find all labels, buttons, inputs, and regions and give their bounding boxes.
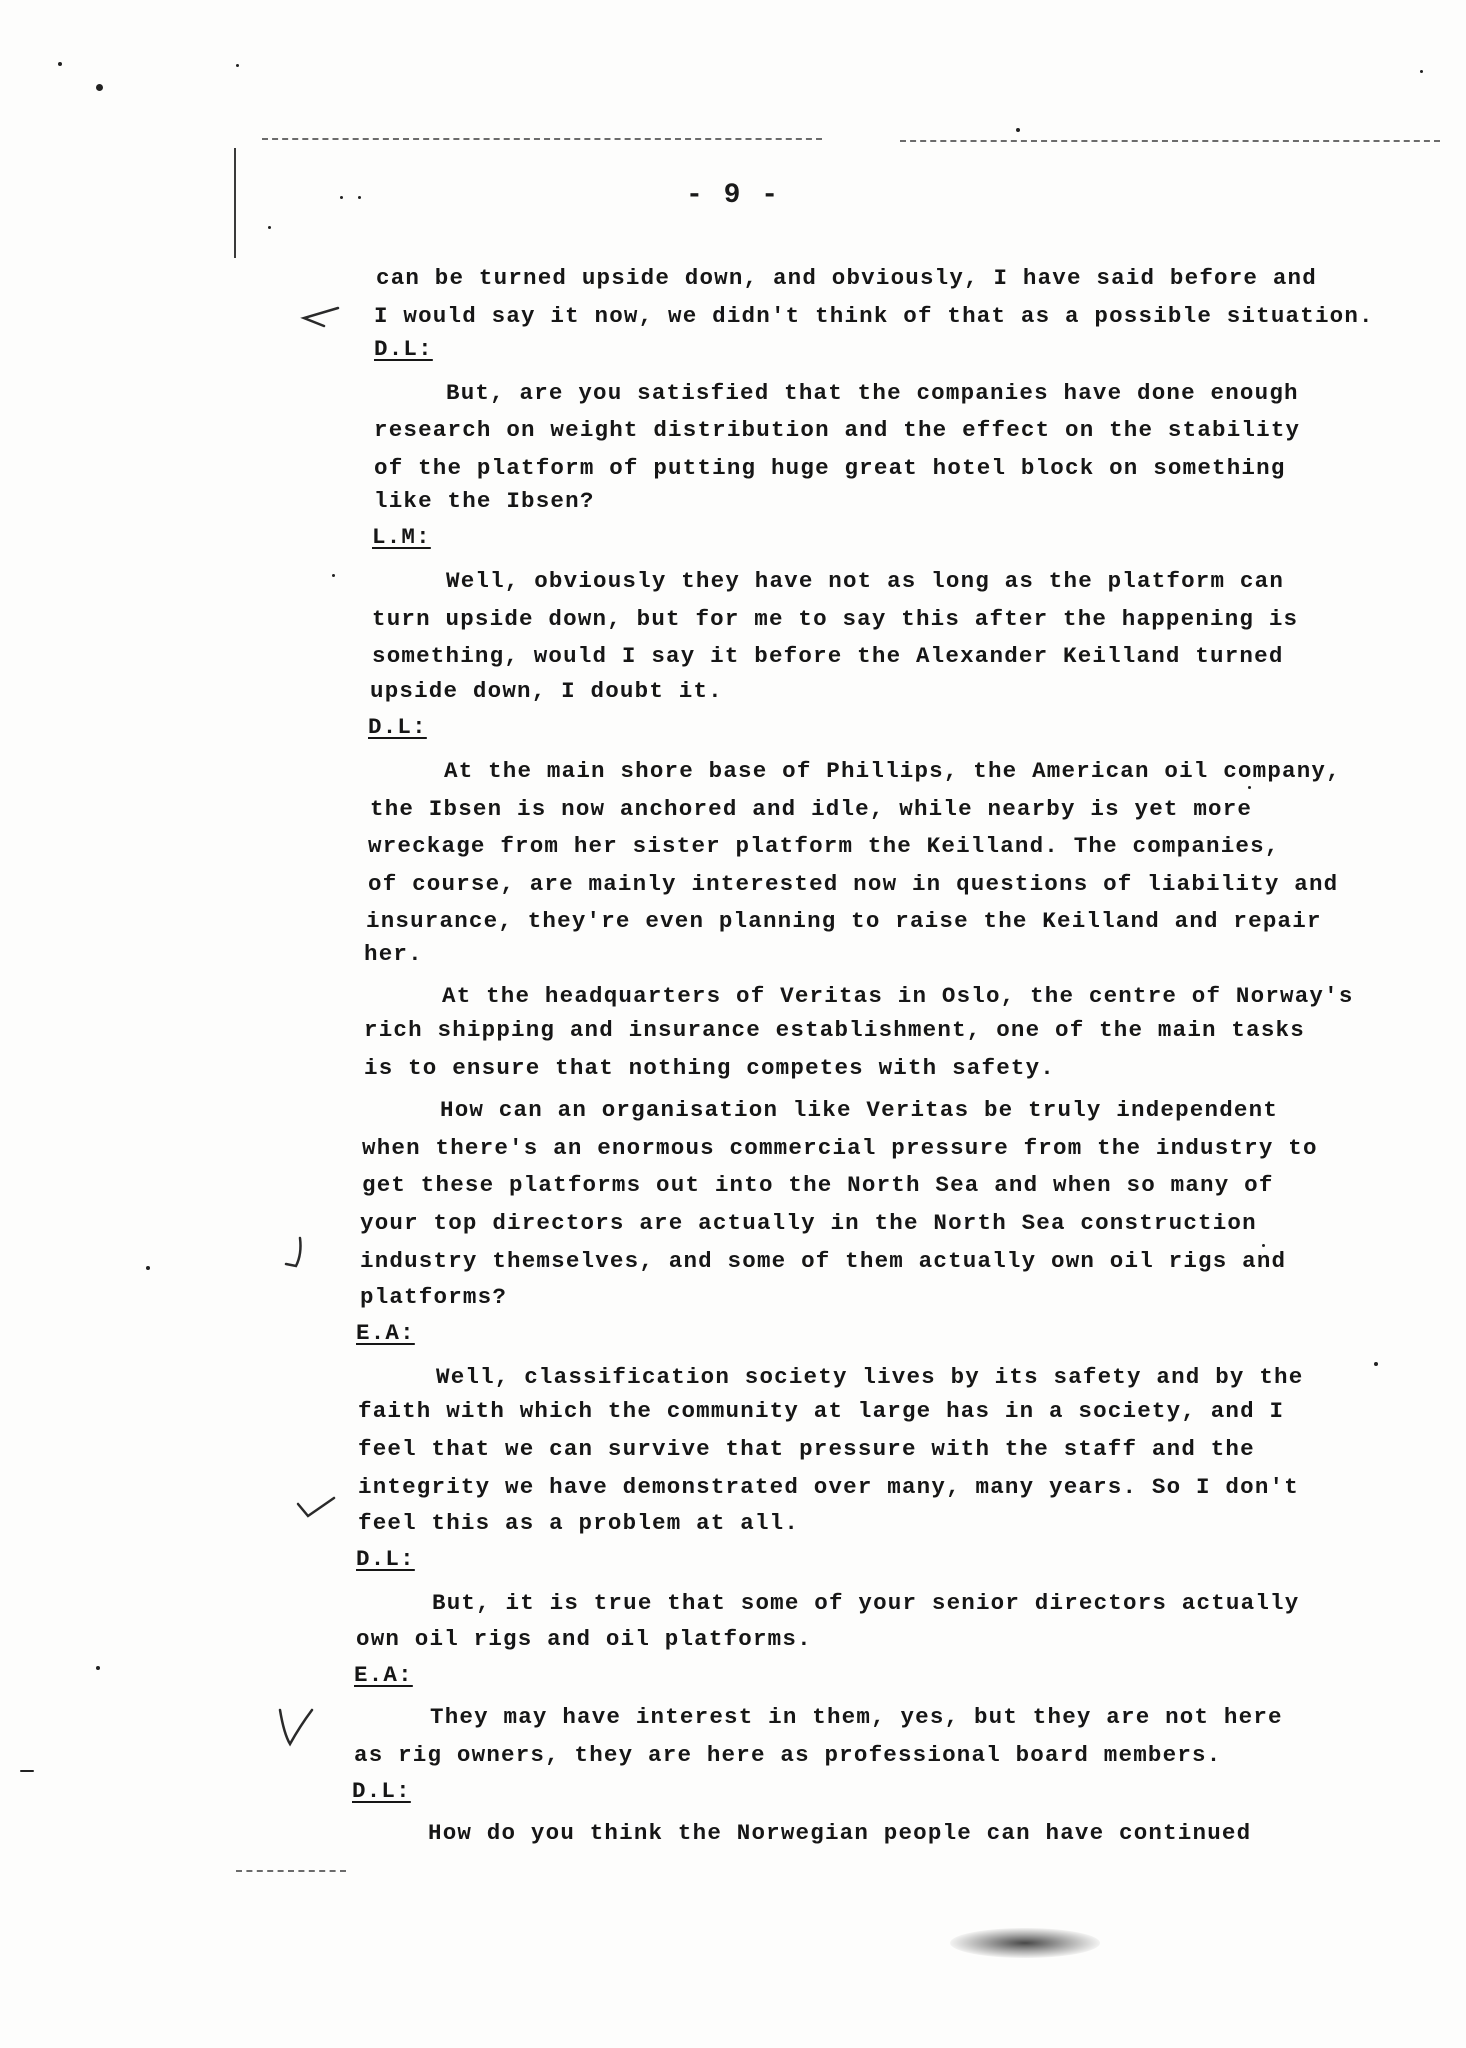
text-line: is to ensure that nothing competes with safety. — [364, 1055, 1056, 1081]
text-line: of course, are mainly interested now in questions of liability and — [368, 871, 1339, 897]
speaker-label: E.A: — [354, 1662, 413, 1688]
text-line: faith with which the community at large has in a society, and I — [358, 1398, 1285, 1424]
text-line: wreckage from her sister platform the Keilland. The companies, — [368, 833, 1280, 859]
text-line: Well, classification society lives by its safety and by the — [436, 1364, 1304, 1390]
scan-speck — [96, 84, 103, 91]
scan-speck — [1262, 1244, 1265, 1247]
scan-speck — [146, 1266, 150, 1270]
text-line: integrity we have demonstrated over many, many years. So I don't — [358, 1474, 1299, 1500]
text-line: as rig owners, they are here as professional board members. — [354, 1742, 1222, 1768]
text-line: insurance, they're even planning to raise the Keilland and repair — [366, 908, 1322, 934]
checkmark-icon — [296, 300, 346, 330]
text-line: At the main shore base of Phillips, the American oil company, — [444, 758, 1341, 784]
checkmark-icon — [282, 1232, 322, 1272]
text-line: But, are you satisfied that the companies have done enough — [446, 380, 1299, 406]
scan-speck — [1016, 128, 1020, 132]
text-line: How do you think the Norwegian people can have continued — [428, 1820, 1252, 1846]
top-rule-right — [900, 140, 1440, 142]
scan-speck — [1374, 1362, 1378, 1366]
scan-speck — [1420, 70, 1423, 73]
speaker-label: E.A: — [356, 1320, 415, 1346]
scan-speck — [96, 1666, 100, 1670]
speaker-label: D.L: — [368, 714, 427, 740]
page-number: - 9 - — [685, 180, 780, 211]
text-line: her. — [364, 941, 423, 967]
text-line: They may have interest in them, yes, but they are not here — [430, 1704, 1283, 1730]
bottom-rule-left — [236, 1870, 346, 1872]
text-line: when there's an enormous commercial pressure from the industry to — [362, 1135, 1318, 1161]
text-line: own oil rigs and oil platforms. — [356, 1626, 812, 1652]
speaker-label: D.L: — [374, 336, 433, 362]
speaker-label: D.L: — [356, 1546, 415, 1572]
checkmark-icon — [274, 1704, 318, 1750]
text-line: industry themselves, and some of them actually own oil rigs and — [360, 1248, 1287, 1274]
text-line: At the headquarters of Veritas in Oslo, the centre of Norway's — [442, 983, 1354, 1009]
speaker-label: D.L: — [352, 1778, 411, 1804]
checkmark-icon — [294, 1490, 338, 1524]
speaker-label: L.M: — [372, 524, 431, 550]
text-line: Well, obviously they have not as long as the platform can — [446, 568, 1285, 594]
scan-speck — [1248, 786, 1251, 789]
text-line: But, it is true that some of your senior directors actually — [432, 1590, 1300, 1616]
text-line: like the Ibsen? — [374, 488, 595, 514]
scan-speck — [58, 62, 62, 66]
text-line: of the platform of putting huge great hotel block on something — [374, 455, 1286, 481]
text-line: I would say it now, we didn't think of that as a possible situation. — [374, 303, 1374, 329]
top-rule-left — [262, 138, 822, 140]
scan-speck — [268, 226, 271, 229]
text-line: turn upside down, but for me to say this after the happening is — [372, 606, 1299, 632]
scan-speck — [20, 1770, 34, 1772]
text-line: platforms? — [360, 1284, 508, 1310]
text-line: feel that we can survive that pressure with the staff and the — [358, 1436, 1255, 1462]
scan-speck — [236, 64, 239, 67]
text-line: feel this as a problem at all. — [358, 1510, 800, 1536]
scan-speck — [332, 574, 335, 577]
text-line: get these platforms out into the North Sea and when so many of — [362, 1172, 1274, 1198]
text-line: research on weight distribution and the effect on the stability — [374, 417, 1301, 443]
text-line: something, would I say it before the Alexander Keilland turned — [372, 643, 1284, 669]
text-line: the Ibsen is now anchored and idle, while nearby is yet more — [370, 796, 1253, 822]
text-line: How can an organisation like Veritas be truly independent — [440, 1097, 1279, 1123]
text-line: can be turned upside down, and obviously, I have said before and — [376, 265, 1317, 291]
bottom-smudge — [950, 1928, 1100, 1958]
text-line: rich shipping and insurance establishment, one of the main tasks — [364, 1017, 1305, 1043]
text-line: upside down, I doubt it. — [370, 678, 723, 704]
text-line: your top directors are actually in the North Sea construction — [360, 1210, 1257, 1236]
